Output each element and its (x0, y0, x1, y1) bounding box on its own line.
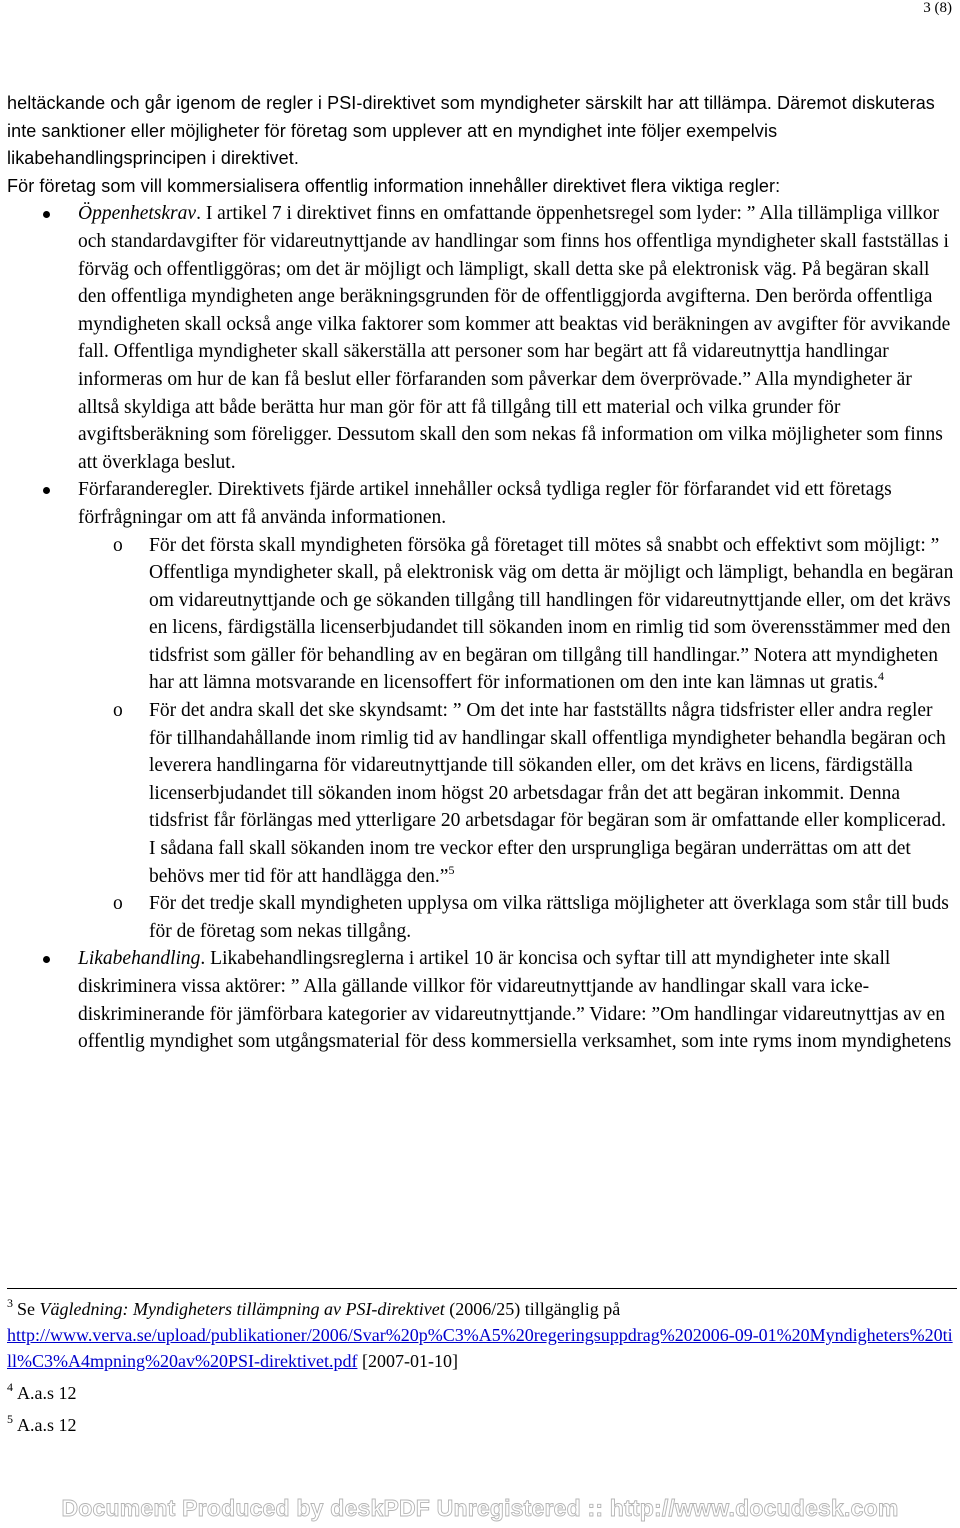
main-text (7, 90, 957, 1056)
item-body: Förfaranderegler. Direktivets fjärde artikel innehåller också tydliga regler för förfarandet vid ett företags förfrågningar om att få använda informationen. (78, 479, 892, 528)
intro-paragraph: heltäckande och går igenom de regler i PSI-direktivet som myndigheter särskilt har att tillämpa. Däremot diskuteras inte sanktioner eller möjligheter för företag som upplever att en myndighet inte följer exempelvis likabehandlingsprincipen i direktivet. (7, 93, 935, 169)
footnote-text: A.a.s 12 (17, 1383, 77, 1403)
footnote-number: 4 (7, 1380, 13, 1394)
sub-list (78, 532, 957, 946)
list-item-oppenhetskrav (7, 200, 957, 476)
sub-item (78, 532, 957, 698)
footnote-text: (2006/25) tillgänglig på (444, 1299, 621, 1319)
footnote-3 (7, 1296, 957, 1374)
sub-item (78, 890, 957, 945)
sub-item (78, 697, 957, 890)
footnote-ref[interactable]: 5 (448, 862, 455, 877)
footnote-ref[interactable]: 4 (878, 669, 885, 684)
footnote-link[interactable]: http://www.verva.se/upload/publikationer/2006/Svar%20p%C3%A5%20regeringsuppdrag%202006-09-01%20Myndigheters%20till%C3%A4mpning%20av%20PSI-direktivet.pdf (7, 1325, 953, 1371)
item-body: I artikel 7 i direktivet finns en omfattande öppenhetsregel som lyder: ” Alla tillämpliga villkor och standardavgifter för vidareutnyttjande av handlingar som finns hos offentliga myndigheter skall fastställas i förväg och offentliggöras; om det är möjligt och lämpligt, skall detta ske på elektronisk väg. På begäran skall den offentliga myndigheten ange beräkningsgrunden för de offentliggjorda avgifterna. Den berörda offentliga myndigheten skall också ange vilka faktorer som kommer att beaktas vid beräkningen av avgifter för avvikande fall. Offentliga myndigheter skall säkerställa att personer som har begärt att få vidareutnyttja handlingar informeras om hur de kan få beslut eller förfaranden som påverkar dem överprövade.” Alla myndigheter är alltså skyldiga att både berätta hur man gör för att få tillgång till ett material och vilka grunder för avgiftsberäkning som föreligger. Dessutom skall den som nekas få information om vilka möjligheter som finns att överklaga beslut. (78, 203, 951, 473)
sub-item-text: För det andra skall det ske skyndsamt: ” Om det inte har fastställts några tidsfrister eller andra regler för tillhandahållande inom rimlig tid av handlingar skall offentliga myndigheter behandla begäran och leverera handlingarna för vidareutnyttjande till sökanden eller, om det krävs en licens, färdigställa licenserbjudandet till sökanden inom högst 20 arbetsdagar från det att begäran inkommit. Denna tidsfrist får förlängas med ytterligare 20 arbetsdagar för begäran som är omfattande eller komplicerad. I sådana fall skall sökanden inom tre veckor efter den ursprungliga begäran underrättas om att det behövs mer tid för att handlägga den.” (149, 700, 947, 887)
list-item-likabehandling (7, 945, 957, 1055)
item-heading: Öppenhetskrav (78, 203, 197, 225)
footnote-4 (7, 1380, 957, 1406)
sub-item-text: För det tredje skall myndigheten upplysa om vilka rättsliga möjligheter att överklaga som står till buds för de företag som nekas tillgång. (149, 893, 949, 942)
footnote-text: Se (17, 1299, 40, 1319)
item-heading: Likabehandling (78, 948, 201, 970)
footnote-title: Vägledning: Myndigheters tillämpning av PSI-direktivet (39, 1299, 445, 1319)
page-number: 3 (8) (923, 0, 952, 16)
list-item-forfaranderegler (7, 476, 957, 945)
rules-lead-paragraph: För företag som vill kommersialisera offentlig information innehåller direktivet flera viktiga regler: (7, 175, 781, 196)
access-date: [2007-01-10] (357, 1351, 458, 1371)
sub-item-text: För det första skall myndigheten försöka gå företaget till mötes så snabbt och effektivt som möjligt: ” Offentliga myndigheter skall, på elektronisk väg om detta är möjligt och lämpligt, behandla en begäran om vidareutnyttjande och ge sökanden tillgång till handlingen för vidareutnyttjande eller, om det krävs en licens, färdigställa licenserbjudandet till sökanden inom en rimlig tid som överensstämmer med den tidsfrist som gäller för behandling av en begäran om tillgång till handlingar.” Notera att myndigheten har att lämna motsvarande en licensoffert för informationen om den inte kan lämnas ut gratis. (149, 534, 954, 694)
watermark: Document Produced by deskPDF Unregistered :: http://www.docudesk.com (61, 1495, 899, 1521)
footnote-number: 5 (7, 1412, 13, 1426)
item-body: Likabehandlingsreglerna i artikel 10 är koncisa och syftar till att myndigheter inte skall diskriminera vissa aktörer: ” Alla gällande villkor för vidareutnyttjande av handlingar skall vara icke-diskriminerande för jämförbara kategorier av vidareutnyttjande.” Vidare: ”Om handlingar vidareutnyttjas av en offentlig myndighet som utgångsmaterial för dess kommersiella verksamhet, som inte ryms inom myndighetens (78, 948, 952, 1053)
heading-separator: . (200, 948, 211, 970)
heading-separator: . (196, 203, 206, 225)
rules-list (7, 200, 957, 1055)
footnote-5 (7, 1412, 957, 1438)
footnote-divider (7, 1288, 957, 1289)
footnote-number: 3 (7, 1296, 13, 1310)
footnotes (7, 1296, 957, 1444)
footnote-text: A.a.s 12 (17, 1415, 77, 1435)
